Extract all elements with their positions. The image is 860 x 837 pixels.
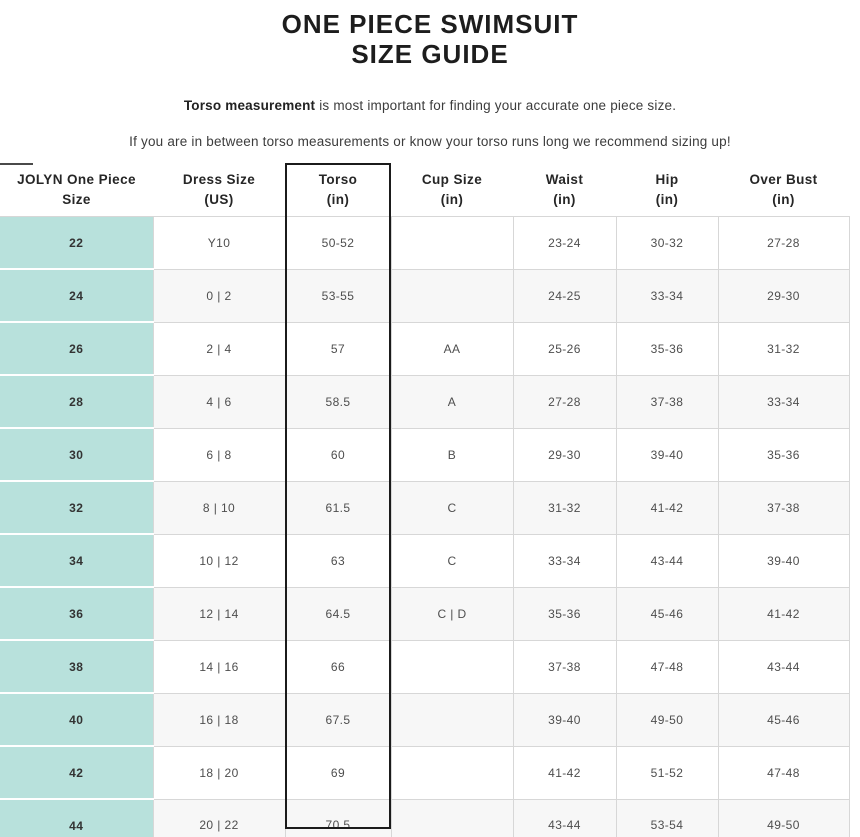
column-header: [153, 163, 285, 217]
table-row: [0, 269, 849, 322]
column-header-line1: JOLYN One Piece: [17, 171, 136, 187]
column-header-line2: (in): [326, 191, 350, 207]
table-cell: 37-38: [616, 375, 718, 428]
table-row: [0, 534, 849, 587]
table-cell: 60: [285, 428, 391, 481]
column-header-line2: (in): [655, 191, 679, 207]
table-cell: 4 | 6: [153, 375, 285, 428]
table-cell: 16 | 18: [153, 693, 285, 746]
table-cell: C: [391, 534, 513, 587]
table-cell: 53-55: [285, 269, 391, 322]
table-cell: 29-30: [718, 269, 849, 322]
table-cell: 2 | 4: [153, 322, 285, 375]
table-cell: 39-40: [513, 693, 616, 746]
table-cell: C | D: [391, 587, 513, 640]
size-table: [0, 163, 850, 837]
column-header-line2: (in): [553, 191, 576, 207]
table-cell: 18 | 20: [153, 746, 285, 799]
table-cell: 41-42: [718, 587, 849, 640]
table-cell: B: [391, 428, 513, 481]
column-header: [391, 163, 513, 217]
table-cell: 57: [285, 322, 391, 375]
intro-rest-text: is most important for finding your accurate one piece size.: [315, 98, 677, 113]
column-header-line1: Hip: [655, 171, 679, 187]
column-header-line2: (in): [440, 191, 464, 207]
table-cell: 35-36: [513, 587, 616, 640]
table-cell: 12 | 14: [153, 587, 285, 640]
size-table-body: [0, 217, 849, 837]
table-cell: 20 | 22: [153, 799, 285, 837]
intro-bold-text: Torso measurement: [183, 98, 316, 113]
table-cell: 53-54: [616, 799, 718, 837]
table-cell: 39-40: [616, 428, 718, 481]
table-cell: 43-44: [718, 640, 849, 693]
table-cell: 24-25: [513, 269, 616, 322]
table-cell: 39-40: [718, 534, 849, 587]
size-cell: 44: [0, 799, 153, 837]
table-cell: 0 | 2: [153, 269, 285, 322]
column-header-line1: Over Bust: [749, 171, 818, 187]
size-cell: 22: [0, 217, 153, 270]
table-cell: [391, 217, 513, 270]
table-cell: C: [391, 481, 513, 534]
table-cell: 58.5: [285, 375, 391, 428]
table-cell: 61.5: [285, 481, 391, 534]
table-cell: 63: [285, 534, 391, 587]
size-cell: 32: [0, 481, 153, 534]
table-cell: 47-48: [616, 640, 718, 693]
table-cell: 69: [285, 746, 391, 799]
size-cell: 24: [0, 269, 153, 322]
size-cell: 26: [0, 322, 153, 375]
column-header-line2: Size: [62, 191, 91, 207]
table-cell: 8 | 10: [153, 481, 285, 534]
page-title-line1: ONE PIECE SWIMSUIT: [281, 9, 579, 39]
table-cell: 43-44: [513, 799, 616, 837]
table-cell: 10 | 12: [153, 534, 285, 587]
table-row: [0, 799, 849, 837]
table-cell: 49-50: [718, 799, 849, 837]
table-cell: [391, 693, 513, 746]
table-cell: 31-32: [718, 322, 849, 375]
column-header-line1: Cup Size: [421, 171, 483, 187]
table-cell: 25-26: [513, 322, 616, 375]
table-cell: 43-44: [616, 534, 718, 587]
table-cell: 29-30: [513, 428, 616, 481]
table-row: [0, 428, 849, 481]
page-title: [0, 0, 860, 69]
table-cell: 35-36: [718, 428, 849, 481]
table-cell: 41-42: [616, 481, 718, 534]
size-cell: 34: [0, 534, 153, 587]
table-cell: 41-42: [513, 746, 616, 799]
table-cell: 45-46: [718, 693, 849, 746]
column-header-line1: Torso: [318, 171, 358, 187]
table-cell: 33-34: [718, 375, 849, 428]
table-cell: 35-36: [616, 322, 718, 375]
table-cell: 31-32: [513, 481, 616, 534]
table-top-left-tick: [0, 163, 33, 165]
column-header: [616, 163, 718, 217]
table-cell: 45-46: [616, 587, 718, 640]
size-cell: 28: [0, 375, 153, 428]
column-header-line2: (in): [772, 191, 795, 207]
size-cell: 38: [0, 640, 153, 693]
size-cell: 30: [0, 428, 153, 481]
table-cell: 47-48: [718, 746, 849, 799]
size-cell: 40: [0, 693, 153, 746]
intro-primary: [0, 98, 860, 113]
table-cell: 23-24: [513, 217, 616, 270]
table-row: [0, 640, 849, 693]
size-cell: 42: [0, 746, 153, 799]
table-row: [0, 693, 849, 746]
table-row: [0, 375, 849, 428]
table-cell: [391, 269, 513, 322]
table-row: [0, 217, 849, 270]
table-cell: 66: [285, 640, 391, 693]
table-cell: 67.5: [285, 693, 391, 746]
table-cell: 49-50: [616, 693, 718, 746]
column-header: [285, 163, 391, 217]
table-cell: 37-38: [718, 481, 849, 534]
table-cell: [391, 640, 513, 693]
table-cell: [391, 799, 513, 837]
header-row: [0, 163, 849, 217]
table-cell: 51-52: [616, 746, 718, 799]
table-cell: 33-34: [513, 534, 616, 587]
table-row: [0, 587, 849, 640]
table-cell: [391, 746, 513, 799]
column-header-line1: Waist: [545, 171, 584, 187]
size-table-wrap: [0, 163, 849, 837]
table-cell: AA: [391, 322, 513, 375]
table-cell: 50-52: [285, 217, 391, 270]
table-cell: 27-28: [718, 217, 849, 270]
column-header: [513, 163, 616, 217]
table-cell: Y10: [153, 217, 285, 270]
column-header-line2: (US): [204, 191, 234, 207]
table-cell: 64.5: [285, 587, 391, 640]
table-cell: 14 | 16: [153, 640, 285, 693]
table-row: [0, 746, 849, 799]
table-cell: A: [391, 375, 513, 428]
table-cell: 37-38: [513, 640, 616, 693]
table-row: [0, 322, 849, 375]
table-cell: 30-32: [616, 217, 718, 270]
column-header-line1: Dress Size: [182, 171, 256, 187]
intro-secondary: If you are in between torso measurements or know your torso runs long we recommend sizing up!: [129, 134, 731, 149]
size-cell: 36: [0, 587, 153, 640]
column-header: [0, 163, 153, 217]
table-cell: 70.5: [285, 799, 391, 837]
table-cell: 6 | 8: [153, 428, 285, 481]
column-header: [718, 163, 849, 217]
table-row: [0, 481, 849, 534]
table-cell: 33-34: [616, 269, 718, 322]
table-cell: 27-28: [513, 375, 616, 428]
page-title-line2: SIZE GUIDE: [351, 39, 509, 69]
